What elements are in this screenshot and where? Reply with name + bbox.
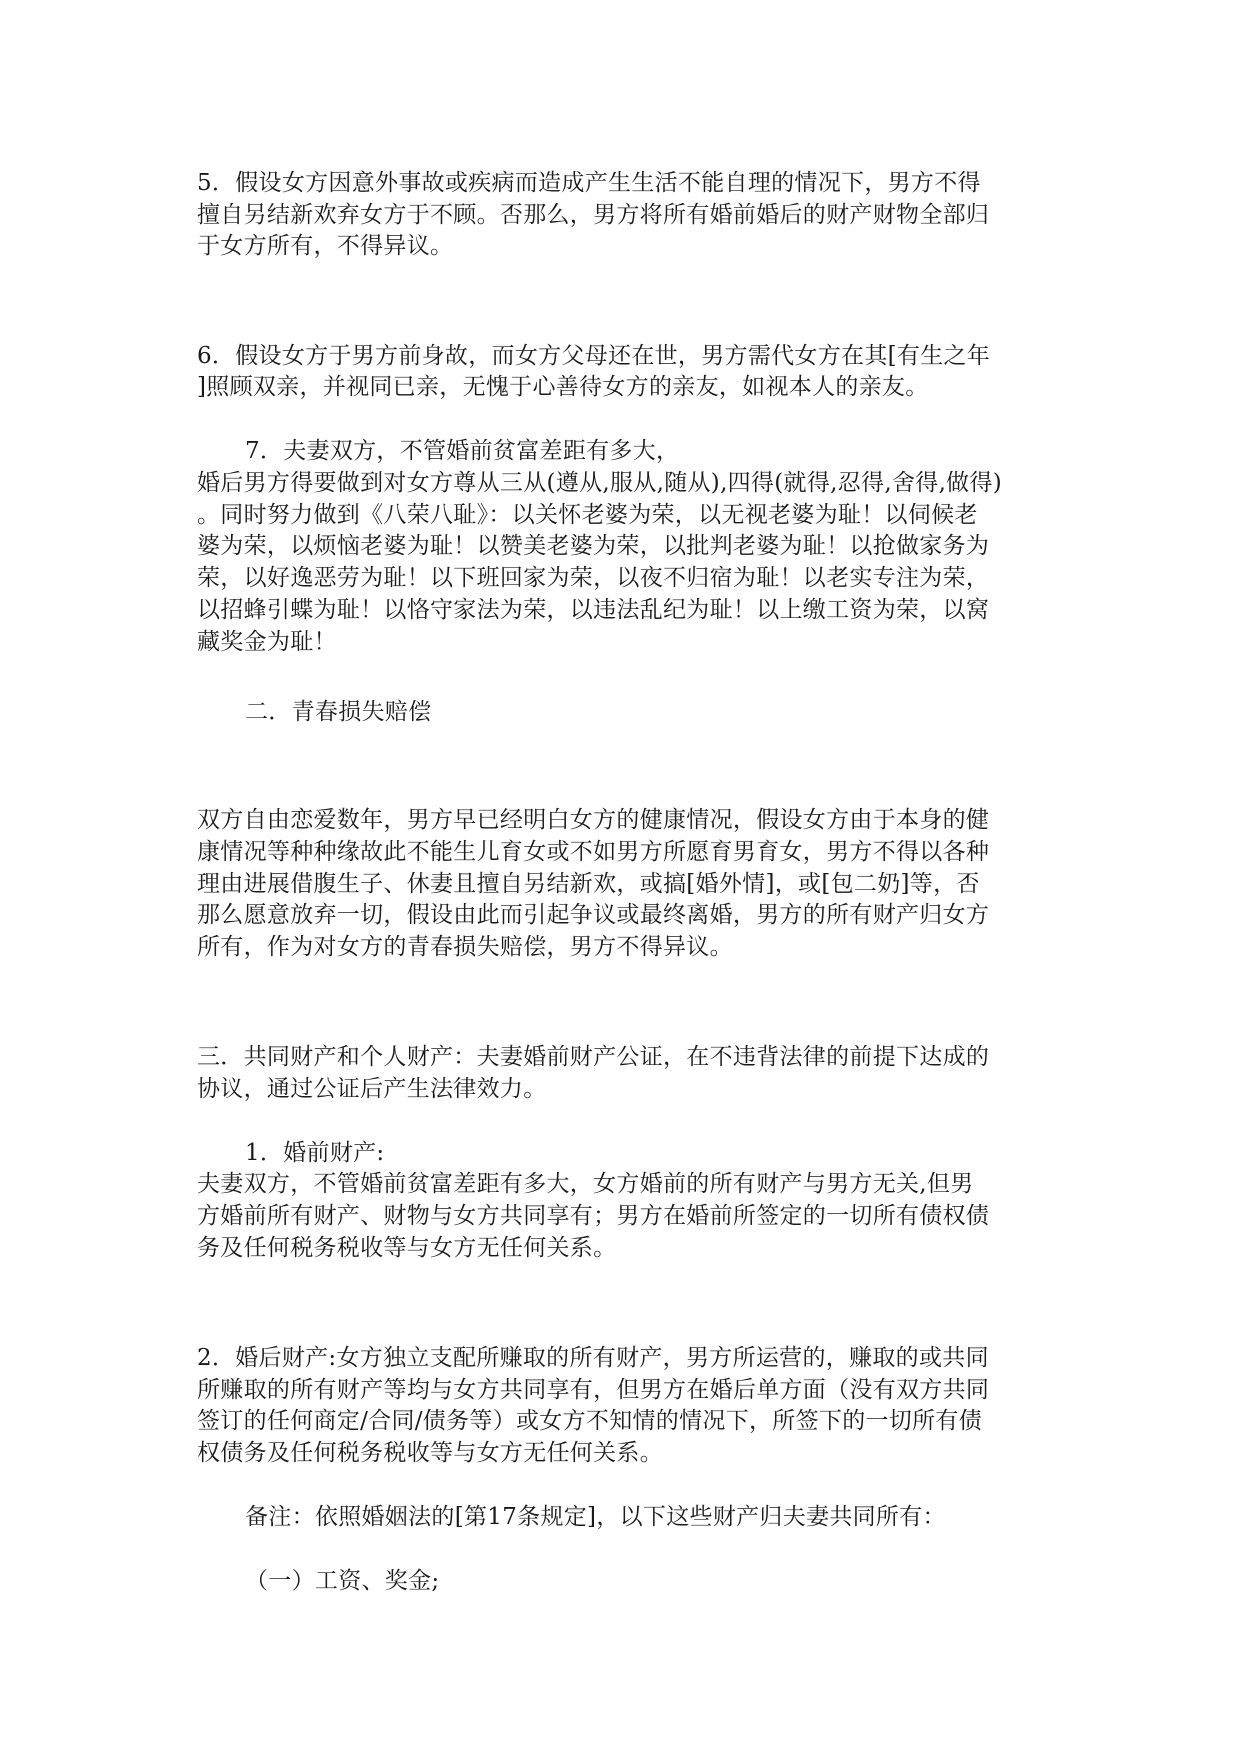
postmarital-property-line-4: 权债务及任何税务税收等与女方无任何关系。: [197, 1440, 663, 1466]
list-item-1: （一）工资、奖金;: [245, 1568, 440, 1594]
section-2-heading: 二．青春损失赔偿: [245, 699, 432, 725]
section-2-line-1: 双方自由恋爱数年，男方早已经明白女方的健康情况，假设女方由于本身的健: [197, 807, 990, 833]
paragraph-5-line-1: 5．假设女方因意外事故或疾病而造成产生生活不能自理的情况下，男方不得: [197, 170, 981, 196]
note-line: 备注：依照婚姻法的[第17条规定]，以下这些财产归夫妻共同所有：: [245, 1504, 946, 1530]
paragraph-6-line-2: ]照顾双亲，并视同已亲，无愧于心善待女方的亲友，如视本人的亲友。: [197, 374, 929, 400]
premarital-property-heading: 1．婚前财产:: [245, 1140, 385, 1166]
premarital-property-line-3: 务及任何税务税收等与女方无任何关系。: [197, 1235, 617, 1261]
paragraph-7-line-2: 婚后男方得要做到对女方尊从三从(遵从,服从,随从),四得(就得,忍得,舍得,做得): [197, 470, 1003, 496]
section-3-line-1: 三．共同财产和个人财产：夫妻婚前财产公证，在不违背法律的前提下达成的: [197, 1044, 990, 1070]
paragraph-6-line-1: 6．假设女方于男方前身故，而女方父母还在世，男方需代女方在其[有生之年: [197, 343, 991, 369]
paragraph-5-line-3: 于女方所有，不得异议。: [197, 233, 454, 259]
section-2-line-2: 康情况等种种缘故此不能生儿育女或不如男方所愿育男育女，男方不得以各种: [197, 839, 990, 865]
premarital-property-line-2: 方婚前所有财产、财物与女方共同享有；男方在婚前所签定的一切所有债权债: [197, 1203, 990, 1229]
postmarital-property-line-1: 2．婚后财产:女方独立支配所赚取的所有财产，男方所运营的，赚取的或共同: [197, 1345, 989, 1371]
paragraph-7-line-3: 。同时努力做到《八荣八耻》：以关怀老婆为荣，以无视老婆为耻！以伺候老: [197, 502, 978, 528]
paragraph-5-line-2: 擅自另结新欢弃女方于不顾。否那么，男方将所有婚前婚后的财产财物全部归: [197, 202, 990, 228]
section-2-line-4: 那么愿意放弃一切，假设由此而引起争议或最终离婚，男方的所有财产归女方: [197, 902, 990, 928]
section-2-line-3: 理由进展借腹生子、休妻且擅自另结新欢，或搞[婚外情]，或[包二奶]等，否: [197, 871, 980, 897]
postmarital-property-line-2: 所赚取的所有财产等均与女方共同享有，但男方在婚后单方面（没有双方共同: [197, 1377, 990, 1403]
paragraph-7-line-1: 7．夫妻双方，不管婚前贫富差距有多大，: [245, 438, 680, 464]
section-3-line-2: 协议，通过公证后产生法律效力。: [197, 1076, 547, 1102]
section-2-line-5: 所有，作为对女方的青春损失赔偿，男方不得异议。: [197, 934, 733, 960]
paragraph-7-line-6: 以招蜂引蝶为耻！以恪守家法为荣，以违法乱纪为耻！以上缴工资为荣，以窝: [197, 597, 990, 623]
premarital-property-line-1: 夫妻双方，不管婚前贫富差距有多大，女方婚前的所有财产与男方无关,但男: [197, 1171, 974, 1197]
paragraph-7-line-5: 荣，以好逸恶劳为耻！以下班回家为荣，以夜不归宿为耻！以老实专注为荣，: [197, 565, 990, 591]
paragraph-7-line-4: 婆为荣，以烦恼老婆为耻！以赞美老婆为荣，以批判老婆为耻！以抢做家务为: [197, 533, 990, 559]
postmarital-property-line-3: 签订的任何商定/合同/债务等）或女方不知情的情况下，所签下的一切所有债: [197, 1408, 982, 1434]
paragraph-7-line-7: 藏奖金为耻！: [197, 629, 337, 655]
